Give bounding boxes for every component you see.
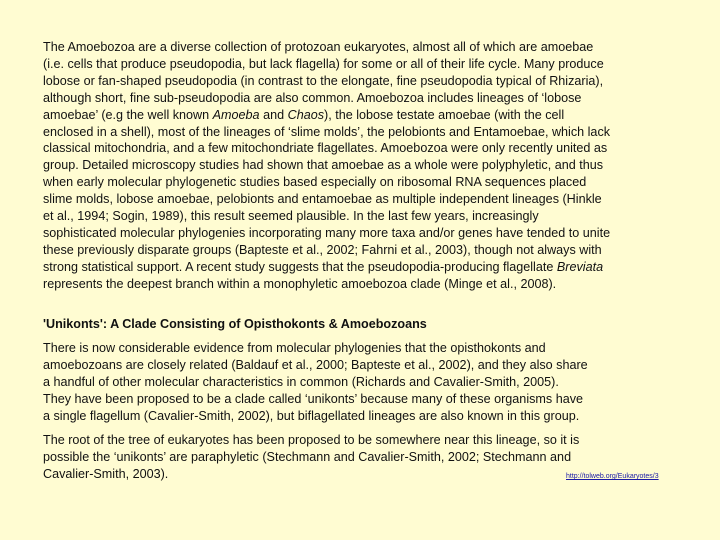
section-heading: 'Unikonts': A Clade Consisting of Opisthokonts & Amoebozoans (43, 317, 427, 331)
italic-term: Chaos (287, 107, 324, 122)
text-line: classical mitochondria, and a few mitochondriate flagellates. Amoebozoa were only recently united as (43, 141, 608, 156)
text-line: represents the deepest branch within a monophyletic amoebozoa clade (Minge et al., 2008). (43, 276, 557, 291)
text-line: The root of the tree of eukaryotes has been proposed to be somewhere near this lineage, so it is (43, 433, 580, 447)
text-line: when early molecular phylogenetic studies based especially on ribosomal RNA sequences placed (43, 175, 587, 190)
text-line: (i.e. cells that produce pseudopodia, but lack flagella) for some or all of their life cycle. Many produce (43, 56, 604, 71)
text-line: They have been proposed to be a clade called ‘unikonts’ because many of these organisms have (43, 391, 584, 406)
text-line: these previously disparate groups (Bapteste et al., 2002; Fahrni et al., 2003), though not always with (43, 242, 602, 257)
text-line: although short, fine sub-pseudopodia are also common. Amoebozoa includes lineages of ‘lobose (43, 90, 582, 105)
text-line: amoebozoans are closely related (Baldauf et al., 2000; Bapteste et al., 2002), and they also share (43, 357, 588, 372)
italic-term: Breviata (556, 259, 604, 274)
text-line: There is now considerable evidence from molecular phylogenies that the opisthokonts and (43, 341, 546, 355)
paragraph-amoebozoa-intro (43, 39, 683, 293)
text-line: lobose or fan-shaped pseudopodia (in contrast to the elongate, fine pseudopodia typical of Rhizaria), (43, 73, 604, 88)
paragraph-unikonts-evidence (43, 340, 683, 425)
text-line: strong statistical support. A recent study suggests that the pseudopodia-producing flagellate Breviata (43, 259, 604, 274)
text-line: et al., 1994; Sogin, 1989), this result seemed plausible. In the last few years, increasingly (43, 209, 539, 224)
source-link[interactable]: http://tolweb.org/Eukaryotes/3 (566, 473, 659, 480)
text-line: enclosed in a shell), most of the lineages of ‘slime molds’, the pelobionts and Entamoebae, which lack (43, 124, 611, 139)
text-line: Cavalier-Smith, 2003). (43, 466, 169, 481)
italic-term: Amoeba (212, 107, 260, 122)
text-line: slime molds, lobose amoebae, pelobionts and entamoebae as multiple independent lineages (Hinkle (43, 192, 602, 207)
text-line: possible the ‘unikonts’ are paraphyletic (Stechmann and Cavalier-Smith, 2002; Stechmann and (43, 449, 572, 464)
text-line: a single flagellum (Cavalier-Smith, 2002), but biflagellated lineages are also known in this group. (43, 408, 580, 423)
text-line: The Amoebozoa are a diverse collection of protozoan eukaryotes, almost all of which are amoebae (43, 40, 594, 54)
text-line: amoebae’ (e.g the well known Amoeba and Chaos), the lobose testate amoebae (with the cell (43, 107, 565, 122)
text-line: a handful of other molecular characteristics in common (Richards and Cavalier-Smith, 2005). (43, 374, 559, 389)
text-line: group. Detailed microscopy studies had shown that amoebae as a whole were polyphyletic, and thus (43, 158, 604, 173)
text-line: sophisticated molecular phylogenies incorporating many more taxa and/or genes have tended to unite (43, 225, 611, 240)
